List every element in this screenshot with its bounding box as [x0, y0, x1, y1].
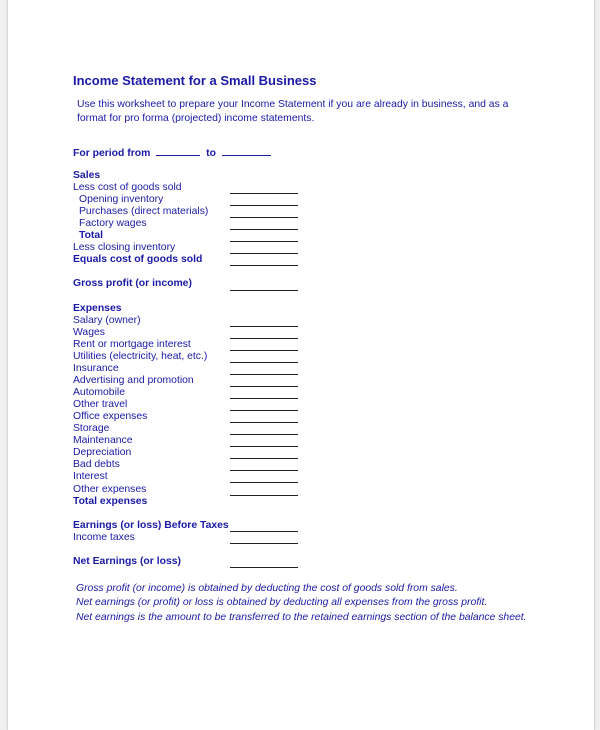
row-income-taxes: Income taxes [73, 532, 135, 543]
blank-storage[interactable] [230, 434, 298, 435]
row-other-travel: Other travel [73, 399, 128, 410]
period-field [73, 146, 271, 159]
blank-office-expenses[interactable] [230, 422, 298, 423]
row-utilities: Utilities (electricity, heat, etc.) [73, 351, 208, 362]
row-gross-profit: Gross profit (or income) [73, 278, 192, 289]
blank-net-earnings[interactable] [230, 567, 298, 568]
row-other-expenses: Other expenses [73, 484, 147, 495]
blank-purchases[interactable] [230, 217, 298, 218]
blank-less-cost-of-goods[interactable] [230, 193, 298, 194]
period-to-label: to [206, 148, 216, 159]
row-less-closing-inventory: Less closing inventory [73, 242, 176, 253]
row-interest: Interest [73, 471, 108, 482]
row-depreciation: Depreciation [73, 447, 132, 458]
blank-interest[interactable] [230, 482, 298, 483]
section-expenses: Expenses [73, 303, 122, 314]
row-total: Total [79, 230, 104, 241]
blank-bad-debts[interactable] [230, 470, 298, 471]
row-rent: Rent or mortgage interest [73, 339, 191, 350]
blank-insurance[interactable] [230, 374, 298, 375]
blank-salary-owner[interactable] [230, 326, 298, 327]
note-net-earnings: Net earnings (or profit) or loss is obtained by deducting all expenses from the gross profit. [76, 597, 488, 609]
blank-depreciation[interactable] [230, 458, 298, 459]
blank-total[interactable] [230, 241, 298, 242]
row-bad-debts: Bad debts [73, 459, 120, 470]
row-purchases: Purchases (direct materials) [79, 206, 209, 217]
blank-equals-cogs[interactable] [230, 265, 298, 266]
row-insurance: Insurance [73, 363, 119, 374]
document-page [7, 0, 595, 730]
blank-wages[interactable] [230, 338, 298, 339]
blank-opening-inventory[interactable] [230, 205, 298, 206]
blank-rent[interactable] [230, 350, 298, 351]
blank-automobile[interactable] [230, 398, 298, 399]
blank-factory-wages[interactable] [230, 229, 298, 230]
blank-other-travel[interactable] [230, 410, 298, 411]
blank-utilities[interactable] [230, 362, 298, 363]
intro-line-1: Use this worksheet to prepare your Income Statement if you are already in business, and as a [77, 99, 509, 110]
row-storage: Storage [73, 423, 110, 434]
row-wages: Wages [73, 327, 105, 338]
footnotes [76, 582, 527, 625]
row-equals-cogs: Equals cost of goods sold [73, 254, 203, 265]
row-less-cost-of-goods: Less cost of goods sold [73, 182, 182, 193]
blank-income-taxes[interactable] [230, 543, 298, 544]
blank-less-closing-inventory[interactable] [230, 253, 298, 254]
blank-other-expenses[interactable] [230, 495, 298, 496]
blank-earnings-before-taxes[interactable] [230, 531, 298, 532]
row-factory-wages: Factory wages [79, 218, 147, 229]
row-automobile: Automobile [73, 387, 125, 398]
blank-maintenance[interactable] [230, 446, 298, 447]
section-sales: Sales [73, 170, 101, 181]
row-advertising: Advertising and promotion [73, 375, 194, 386]
blank-advertising[interactable] [230, 386, 298, 387]
document-title: Income Statement for a Small Business [73, 73, 317, 88]
row-maintenance: Maintenance [73, 435, 133, 446]
blank-gross-profit[interactable] [230, 290, 298, 291]
intro-text [77, 98, 517, 126]
period-label: For period from [73, 148, 151, 159]
row-total-expenses: Total expenses [73, 496, 148, 507]
intro-line-2: format for pro forma (projected) income statements. [77, 113, 315, 124]
row-net-earnings: Net Earnings (or loss) [73, 556, 181, 567]
row-earnings-before-taxes: Earnings (or loss) Before Taxes [73, 520, 229, 531]
note-retained-earnings: Net earnings is the amount to be transferred to the retained earnings section of the balance sheet. [76, 611, 527, 623]
period-from-blank[interactable] [156, 146, 200, 156]
note-gross-profit: Gross profit (or income) is obtained by deducting the cost of goods sold from sales. [76, 583, 458, 594]
period-to-blank[interactable] [222, 146, 271, 156]
row-opening-inventory: Opening inventory [79, 194, 164, 205]
row-salary-owner: Salary (owner) [73, 315, 141, 326]
row-office-expenses: Office expenses [73, 411, 148, 422]
